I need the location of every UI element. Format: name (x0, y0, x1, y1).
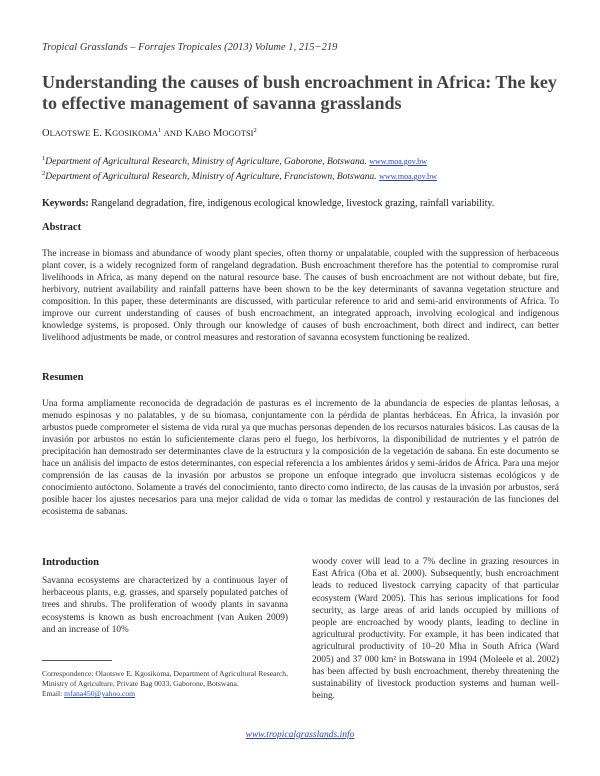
author-2-affiliation-marker: 2 (253, 127, 257, 134)
author-1-last-initial: K (104, 128, 113, 139)
keywords (42, 198, 494, 209)
author-2-first-rest: ABO (192, 128, 211, 138)
footer-website-link[interactable]: www.tropicalgrasslands.info (245, 730, 355, 740)
introduction-left-column: Savanna ecosystems are characterized by a continuous layer of herbaceous plants, e.g. grasses, and sparsely populated patches of trees and shrubs. The proliferation of woody plants in savanna ecosystems is known as bush encroachment (van Auken 2009) and an increase of 10% (42, 576, 288, 635)
keywords-label: Keywords: (42, 198, 89, 209)
author-conjunction: AND (163, 128, 183, 138)
journal-citation: Tropical Grasslands – Forrajes Tropicales (2013) Volume 1, 215−219 (42, 42, 338, 53)
resumen-text: Una forma ampliamente reconocida de degradación de pasturas es el incremento de la abundancia de especies de plantas leñosas, a menudo espinosas y no palatables, y de su biomasa, conjuntamente con la pérdida de plantas herbáceas. En África, la invasión por arbustos puede comprometer el sistema de vida rural ya que muchas personas dependen de los recursos naturales básicos. Las causas de la invasión por arbustos no están lo suficientemente claras pero el fuego, los herbívoros, la disponibilidad de nutrientes y el patrón de precipitación han demostrado ser determinantes clave de la estructura y la composición de la vegetación de sabana. En este documento se hace un análisis del impacto de estos determinantes, con especial referencia a los ambientes áridos y semi-áridos de África. Para una mejor comprensión de las causas de la invasión por arbustos se propone un enfoque integrado que involucra sistemas ecológicos y de conocimiento autóctono. Solamente a través del conocimiento, tanto directo como indirecto, de las causas de la invasión por arbustos, será posible hacer los ajustes necesarios para una mejor calidad de vida o tomar las medidas de control y restauración de las funciones del ecosistema de sabanas. (42, 399, 559, 517)
resumen-heading: Resumen (42, 372, 84, 383)
affiliation-1-number: 1 (42, 155, 46, 162)
author-2 (185, 128, 257, 139)
affiliation-1-text: Department of Agricultural Research, Ministry of Agriculture, Gaborone, Botswana. (45, 157, 367, 167)
correspondence-email-link[interactable]: mfana450@yahoo.com (64, 689, 136, 698)
footnote-divider (42, 660, 112, 661)
affiliation-2 (42, 170, 437, 182)
introduction-right-column: woody cover will lead to a 7% decline in grazing resources in East Africa (Oba et al. 2000). Subsequently, bush encroachment leads to reduced livestock carrying capacity of that particular ecosystem (Ward 2005). This has serious implications for food security, as large areas of arid lands occupied by millions of people are encroached by woody plants, leading to decline in agricultural productivity. For example, it has been indicated that agricultural productivity of 10–20 Mha in South Africa (Ward 2005) and 37 000 km² in Botswana in 1994 (Moleele et al. 2002) has been affected by bush encroachment, thereby threatening the sustainability of livestock production systems and human well-being. (312, 557, 559, 702)
author-1 (42, 128, 161, 139)
affiliation-1 (42, 155, 427, 167)
author-1-first-rest: LAOTSWE (49, 128, 91, 138)
affiliation-2-link[interactable]: www.moa.gov.bw (379, 172, 437, 181)
abstract-heading: Abstract (42, 222, 82, 233)
author-list (42, 127, 257, 139)
author-1-middle-initial: E. (92, 128, 102, 139)
paper-title: Understanding the causes of bush encroachment in Africa: The key to effective management of savanna grasslands (42, 72, 557, 113)
correspondence-text: Correspondence: Olaotswe E. Kgosikoma, Department of Agricultural Research, Ministry of Agriculture, Private Bag 0033, Gaborone, Botswana. (42, 669, 288, 688)
author-1-first-initial: O (42, 128, 50, 139)
author-2-first-initial: K (184, 128, 193, 139)
author-2-last-initial: M (213, 128, 223, 139)
abstract-text: The increase in biomass and abundance of woody plant species, often thorny or unpalatable, coupled with the suppression of herbaceous plant cover, is a widely recognized form of rangeland degradation. Bush encroachment therefore has the potential to compromise rural livelihoods in Africa, as many depend on the natural resource base. The causes of bush encroachment are not without debate, but fire, herbivory, nutrient availability and rainfall patterns have been shown to be the key determinants of savanna vegetation structure and composition. In this paper, these determinants are discussed, with particular reference to arid and semi-arid environments of Africa. To improve our current understanding of causes of bush encroachment, an integrated approach, involving ecological and indigenous knowledge systems, is proposed. Only through our knowledge of causes of bush encroachment, both direct and indirect, can better livelihood adjustments be made, or control measures and restoration of savanna ecosystem functioning be realized. (42, 249, 559, 343)
author-1-affiliation-marker: 1 (157, 127, 162, 134)
affiliation-2-text: Department of Agricultural Research, Ministry of Agriculture, Francistown, Botswana. (45, 172, 377, 182)
correspondence-note (42, 669, 288, 699)
introduction-heading: Introduction (42, 557, 99, 568)
keywords-text: Rangeland degradation, fire, indigenous ecological knowledge, livestock grazing, rainfall variability. (91, 198, 495, 209)
affiliation-2-number: 2 (42, 170, 46, 177)
affiliation-1-link[interactable]: www.moa.gov.bw (369, 157, 428, 166)
author-1-last-rest: GOSIKOMA (112, 128, 158, 138)
author-2-last-rest: OGOTSI (222, 128, 254, 138)
correspondence-email-label: Email: (42, 689, 63, 698)
